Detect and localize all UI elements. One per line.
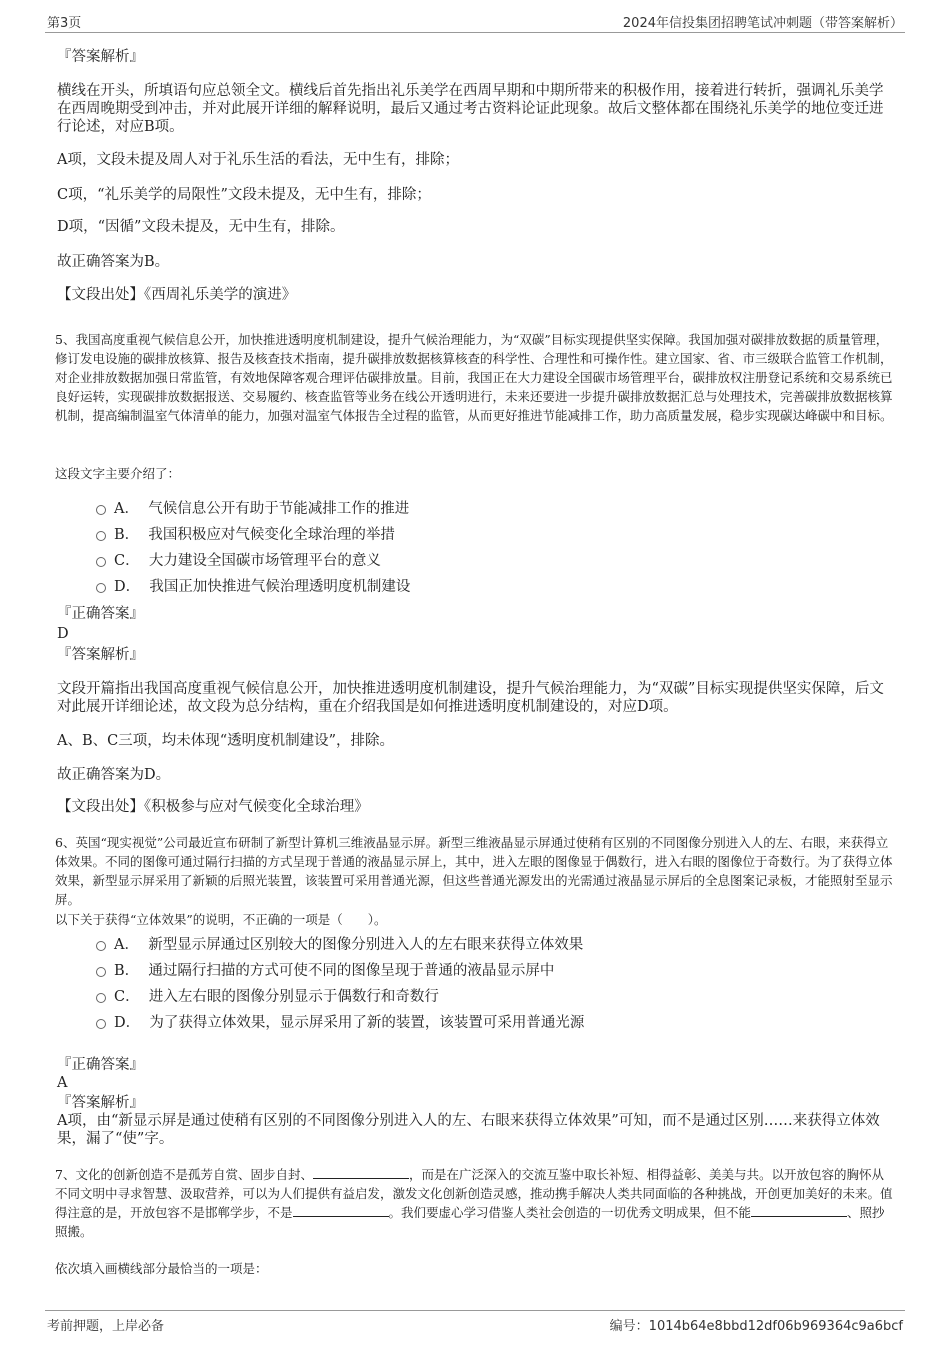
q6-answer: A [57,1075,68,1091]
q6-prompt: 以下关于获得“立体效果”的说明，不正确的一项是（ ）。 [55,912,387,927]
q5-option-b[interactable]: B． 我国积极应对气候变化全球治理的举措 [96,526,395,544]
q4-option-a-note: A项，文段未提及周人对于礼乐生活的看法，无中生有，排除； [57,152,459,168]
fill-blank-2[interactable] [293,1204,389,1217]
fill-blank-1[interactable] [313,1166,409,1179]
radio-icon[interactable] [96,531,106,541]
radio-icon[interactable] [96,993,106,1003]
q4-conclusion: 故正确答案为B。 [57,254,170,270]
radio-icon[interactable] [96,1019,106,1029]
q7-passage: 7、文化的创新创造不是孤芳自赏、固步自封、 ，而是在广泛深入的交流互鉴中取长补短、相得益彰、美美与共。以开放包容的胸怀从不同文明中寻求智慧、汲取营养，可以为人们提供有益启发，激发文化创新创造灵感，推动携手解决人类共同面临的各种挑战，开创更加美好的未来。值得注意的是，开放包容不是邯郸学步，不是 。我们要虚心学习借鉴人类社会创造的一切优秀文明成果，但不能 、照抄照搬。 [55,1167,893,1239]
page-number: 第3页 [47,16,82,31]
document-title: 2024年信投集团招聘笔试冲刺题（带答案解析） [622,16,903,31]
header-divider [45,32,905,33]
q4-analysis-label: 『答案解析』 [57,49,144,65]
footer-divider [45,1310,905,1311]
q4-option-c-note: C项，“礼乐美学的局限性”文段未提及，无中生有，排除； [57,187,431,203]
q6-answer-label: 『正确答案』 [57,1057,144,1073]
q5-source: 【文段出处】《积极参与应对气候变化全球治理》 [57,799,369,815]
q6-option-b[interactable]: B． 通过隔行扫描的方式可使不同的图像呈现于普通的液晶显示屏中 [96,962,554,980]
q4-option-d-note: D项，“因循”文段未提及，无中生有，排除。 [57,219,345,235]
q6-option-c[interactable]: C． 进入左右眼的图像分别显示于偶数行和奇数行 [96,988,439,1006]
q6-analysis-text: A项，由“新显示屏是通过使稍有区别的不同图像分别进入人的左、右眼来获得立体效果”可知，而不是通过区别……来获得立体效果，漏了“使”字。 [57,1113,880,1147]
radio-icon[interactable] [96,557,106,567]
q6-option-d[interactable]: D． 为了获得立体效果，显示屏采用了新的装置，该装置可采用普通光源 [96,1014,584,1032]
fill-blank-3[interactable] [751,1204,847,1217]
q5-option-d[interactable]: D． 我国正加快推进气候治理透明度机制建设 [96,578,410,596]
q6-passage: 6、英国“现实视觉”公司最近宣布研制了新型计算机三维液晶显示屏。新型三维液晶显示屏通过使稍有区别的不同图像分别进入人的左、右眼，来获得立体效果。不同的图像可通过隔行扫描的方式呈现于普通的液晶显示屏上，其中，进入左眼的图像显于偶数行，进入右眼的图像位于奇数行。为了获得立体效果，新型显示屏采用了新颖的后照光装置，该装置可采用普通光源，但这些普通光源发出的光需通过液晶显示屏后的全息图案记录板，才能照射至显示屏。 [55,835,893,907]
q4-source: 【文段出处】《西周礼乐美学的演进》 [57,287,297,303]
footer-slogan: 考前押题，上岸必备 [47,1319,165,1334]
radio-icon[interactable] [96,583,106,593]
q5-option-c[interactable]: C． 大力建设全国碳市场管理平台的意义 [96,552,381,570]
q7-prompt: 依次填入画横线部分最恰当的一项是： [55,1261,268,1276]
q6-analysis-label: 『答案解析』 [57,1095,144,1111]
document-id: 编号：1014b64e8bbd12df06b969364c9a6bcf [609,1319,903,1334]
q5-conclusion: 故正确答案为D。 [57,767,171,783]
q5-option-a[interactable]: A． 气候信息公开有助于节能减排工作的推进 [96,500,409,518]
radio-icon[interactable] [96,967,106,977]
q5-answer-label: 『正确答案』 [57,606,144,622]
q6-option-a[interactable]: A． 新型显示屏通过区别较大的图像分别进入人的左右眼来获得立体效果 [96,936,583,954]
q5-analysis-text: 文段开篇指出我国高度重视气候信息公开，加快推进透明度机制建设，提升气候治理能力，为“双碳”目标实现提供坚实保障，后文对此展开详细论述，故文段为总分结构，重在介绍我国是如何推进透明度机制建设的，对应D项。 [57,681,884,715]
q5-analysis-label: 『答案解析』 [57,647,144,663]
radio-icon[interactable] [96,941,106,951]
q5-answer: D [57,626,69,642]
q5-prompt: 这段文字主要介绍了： [55,466,181,481]
q5-passage: 5、我国高度重视气候信息公开，加快推进透明度机制建设，提升气候治理能力，为“双碳”目标实现提供坚实保障。我国加强对碳排放数据的质量管理，修订发电设施的碳排放核算、报告及核查技术指南，提升碳排放数据核算核查的科学性、合理性和可操作性。建立国家、省、市三级联合监管工作机制，对企业排放数据加强日常监管，有效地保障客观合理评估碳排放量。目前，我国正在大力建设全国碳市场管理平台，碳排放权注册登记系统和交易系统已良好运转，实现碳排放数据报送、交易履约、核查监管等业务在线公开透明进行，未来还要进一步提升碳排放数据汇总与处理技术，完善碳排放数据核算机制，提高编制温室气体清单的能力，加强对温室气体报告全过程的监管，从而更好推进节能减排工作，助力高质量发展，稳步实现碳达峰碳中和目标。 [55,332,893,423]
q5-abc-note: A、B、C三项，均未体现“透明度机制建设”，排除。 [57,733,395,749]
radio-icon[interactable] [96,505,106,515]
q4-analysis-text: 横线在开头，所填语句应总领全文。横线后首先指出礼乐美学在西周早期和中期所带来的积极作用，接着进行转折，强调礼乐美学在西周晚期受到冲击，并对此展开详细的解释说明，最后又通过考古资料论证此现象。故后文整体都在围绕礼乐美学的地位变迁进行论述，对应B项。 [57,83,884,135]
